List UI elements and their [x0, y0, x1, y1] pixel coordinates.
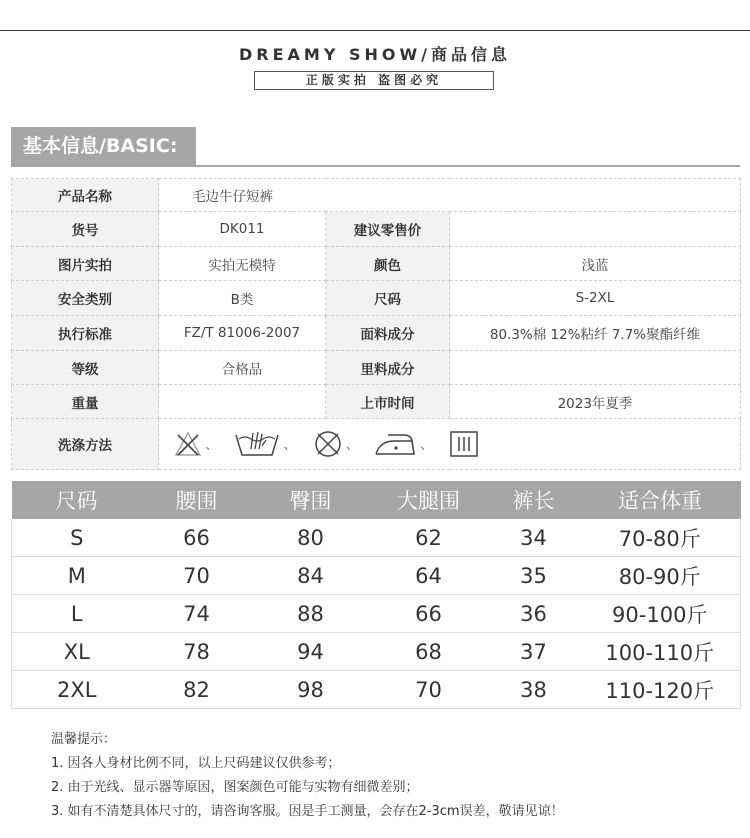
notes — [51, 728, 564, 824]
size-cell: 36 — [488, 595, 580, 633]
size-cell: 88 — [252, 595, 370, 633]
grade-label: 等级 — [12, 351, 159, 385]
size-cell: 80 — [252, 519, 370, 557]
size-cell: 62 — [370, 519, 488, 557]
top-divider — [0, 30, 750, 31]
size-header-cell: 尺码 — [12, 481, 142, 519]
size-cell: 34 — [488, 519, 580, 557]
size-cell: 100-110斤 — [580, 633, 741, 671]
section-title-basic: 基本信息/BASIC: — [11, 127, 196, 165]
size-row — [12, 671, 741, 709]
info-row — [12, 212, 741, 247]
wash-icons — [159, 419, 741, 470]
info-row — [12, 419, 741, 470]
standard-value: FZ/T 81006-2007 — [159, 316, 326, 351]
product-name-value: 毛边牛仔短裤 — [159, 179, 741, 212]
icon-separator: 、 — [205, 437, 219, 453]
photo-value: 实拍无模特 — [159, 247, 326, 281]
price-value — [450, 212, 741, 247]
wash-label: 洗涤方法 — [12, 419, 159, 470]
size-header-cell: 臀围 — [252, 481, 370, 519]
hand-wash-icon — [233, 429, 281, 459]
iron-low-icon — [374, 429, 418, 459]
weight-label: 重量 — [12, 385, 159, 419]
size-cell: XL — [12, 633, 142, 671]
size-cell: 110-120斤 — [580, 671, 741, 709]
size-cell: 78 — [142, 633, 252, 671]
sku-value: DK011 — [159, 212, 326, 247]
note-item-3: 3. 如有不清楚具体尺寸的，请咨询客服。因是手工测量，会存在2-3cm误差，敬请见谅！ — [51, 804, 564, 819]
size-header-cell: 裤长 — [488, 481, 580, 519]
photo-label: 图片实拍 — [12, 247, 159, 281]
size-cell: 38 — [488, 671, 580, 709]
grade-value: 合格品 — [159, 351, 326, 385]
size-row — [12, 595, 741, 633]
icon-separator: 、 — [283, 437, 298, 453]
fabric-label: 面料成分 — [326, 316, 450, 351]
size-cell: 64 — [370, 557, 488, 595]
info-row — [12, 385, 741, 419]
no-tumble-dry-icon — [312, 429, 344, 459]
size-cell: 82 — [142, 671, 252, 709]
size-header-row — [12, 481, 741, 519]
size-cell: 37 — [488, 633, 580, 671]
size-cell: 2XL — [12, 671, 142, 709]
size-cell: 84 — [252, 557, 370, 595]
safety-label: 安全类别 — [12, 281, 159, 316]
size-cell: S — [12, 519, 142, 557]
fabric-value: 80.3%棉 12%粘纤 7.7%聚酯纤维 — [450, 316, 741, 351]
section-divider — [11, 165, 740, 167]
info-row — [12, 281, 741, 316]
size-cell: 66 — [370, 595, 488, 633]
icon-separator: 、 — [419, 437, 434, 453]
size-header-cell: 大腿围 — [370, 481, 488, 519]
size-cell: M — [12, 557, 142, 595]
size-cell: 70 — [370, 671, 488, 709]
release-label: 上市时间 — [326, 385, 450, 419]
color-value: 浅蓝 — [450, 247, 741, 281]
icon-separator: 、 — [345, 437, 360, 453]
size-header-cell: 腰围 — [142, 481, 252, 519]
size-cell: 35 — [488, 557, 580, 595]
anti-theft-notice: 正版实拍 盗图必究 — [254, 71, 494, 90]
product-name-label: 产品名称 — [12, 179, 159, 212]
size-cell: 70 — [142, 557, 252, 595]
info-row — [12, 247, 741, 281]
note-item-1: 1. 因各人身材比例不同，以上尺码建议仅供参考； — [51, 756, 341, 771]
size-value: S-2XL — [450, 281, 741, 316]
no-bleach-icon — [173, 429, 203, 459]
line-dry-icon — [448, 429, 480, 459]
weight-value — [159, 385, 326, 419]
standard-label: 执行标准 — [12, 316, 159, 351]
size-cell: 70-80斤 — [580, 519, 741, 557]
size-cell: 80-90斤 — [580, 557, 741, 595]
size-cell: 94 — [252, 633, 370, 671]
color-label: 颜色 — [326, 247, 450, 281]
lining-value — [450, 351, 741, 385]
notes-title: 温馨提示： — [51, 732, 117, 747]
size-cell: 90-100斤 — [580, 595, 741, 633]
size-header-cell: 适合体重 — [580, 481, 741, 519]
size-cell: 66 — [142, 519, 252, 557]
safety-value: B类 — [159, 281, 326, 316]
size-cell: L — [12, 595, 142, 633]
size-row — [12, 557, 741, 595]
info-row — [12, 351, 741, 385]
release-value: 2023年夏季 — [450, 385, 741, 419]
size-cell: 68 — [370, 633, 488, 671]
size-cell: 74 — [142, 595, 252, 633]
size-row — [12, 633, 741, 671]
sku-label: 货号 — [12, 212, 159, 247]
brand-title: DREAMY SHOW/商品信息 — [238, 45, 511, 64]
size-chart-table — [11, 481, 741, 709]
basic-info-table — [11, 178, 741, 470]
info-row — [12, 316, 741, 351]
note-item-2: 2. 由于光线、显示器等原因，图案颜色可能与实物有细微差别； — [51, 780, 419, 795]
size-cell: 98 — [252, 671, 370, 709]
info-row — [12, 179, 741, 212]
size-row — [12, 519, 741, 557]
lining-label: 里料成分 — [326, 351, 450, 385]
price-label: 建议零售价 — [326, 212, 450, 247]
size-label: 尺码 — [326, 281, 450, 316]
